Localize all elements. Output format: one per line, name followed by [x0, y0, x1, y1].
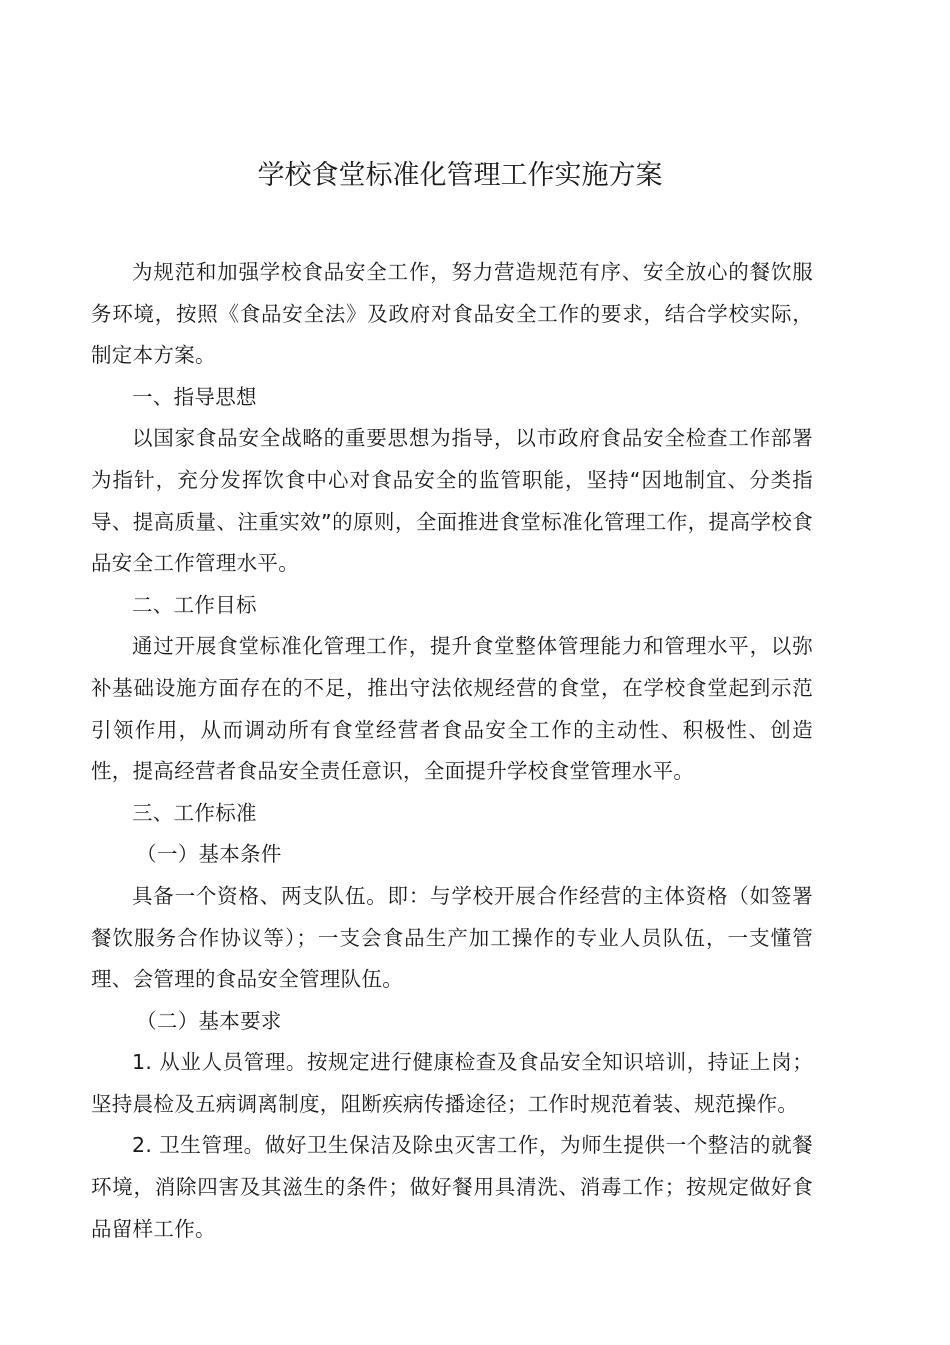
section-paragraph-guiding-ideology: 以国家食品安全战略的重要思想为指导，以市政府食品安全检查工作部署为指针，充分发挥饮食中心对食品安全的监管职能，坚持“因地制宜、分类指导、提高质量、注重实效”的原则，全面推进食堂标准化管理工作，提高学校食品安全工作管理水平。 [91, 426, 813, 576]
section-heading-guiding-ideology: 一、指导思想 [132, 384, 257, 409]
document-title: 学校食堂标准化管理工作实施方案 [257, 160, 663, 191]
subsection-heading-basic-requirements: （二）基本要求 [136, 1008, 282, 1033]
subsection-heading-basic-conditions: （一）基本条件 [136, 842, 282, 867]
requirement-item-hygiene-management: 2. 卫生管理。做好卫生保洁及除虫灭害工作，为师生提供一个整洁的就餐环境，消除四害及其滋生的条件；做好餐用具清洗、消毒工作；按规定做好食品留样工作。 [91, 1133, 813, 1241]
section-paragraph-work-goals: 通过开展食堂标准化管理工作，提升食堂整体管理能力和管理水平，以弥补基础设施方面存在的不足，推出守法依规经营的食堂，在学校食堂起到示范引领作用，从而调动所有食堂经营者食品安全工作的主动性、积极性、创造性，提高经营者食品安全责任意识，全面提升学校食堂管理水平。 [91, 634, 813, 784]
section-heading-work-goals: 二、工作目标 [132, 592, 257, 617]
subsection-paragraph-basic-conditions: 具备一个资格、两支队伍。即：与学校开展合作经营的主体资格（如签署餐饮服务合作协议等）；一支会食品生产加工操作的专业人员队伍，一支懂管理、会管理的食品安全管理队伍。 [91, 883, 813, 992]
section-heading-work-standards: 三、工作标准 [132, 800, 257, 825]
intro-paragraph: 为规范和加强学校食品安全工作，努力营造规范有序、安全放心的餐饮服务环境，按照《食品安全法》及政府对食品安全工作的要求，结合学校实际，制定本方案。 [91, 260, 813, 368]
requirement-item-staff-management: 1. 从业人员管理。按规定进行健康检查及食品安全知识培训，持证上岗；坚持晨检及五病调离制度，阻断疾病传播途径；工作时规范着装、规范操作。 [91, 1050, 813, 1116]
document-body [91, 252, 813, 1250]
